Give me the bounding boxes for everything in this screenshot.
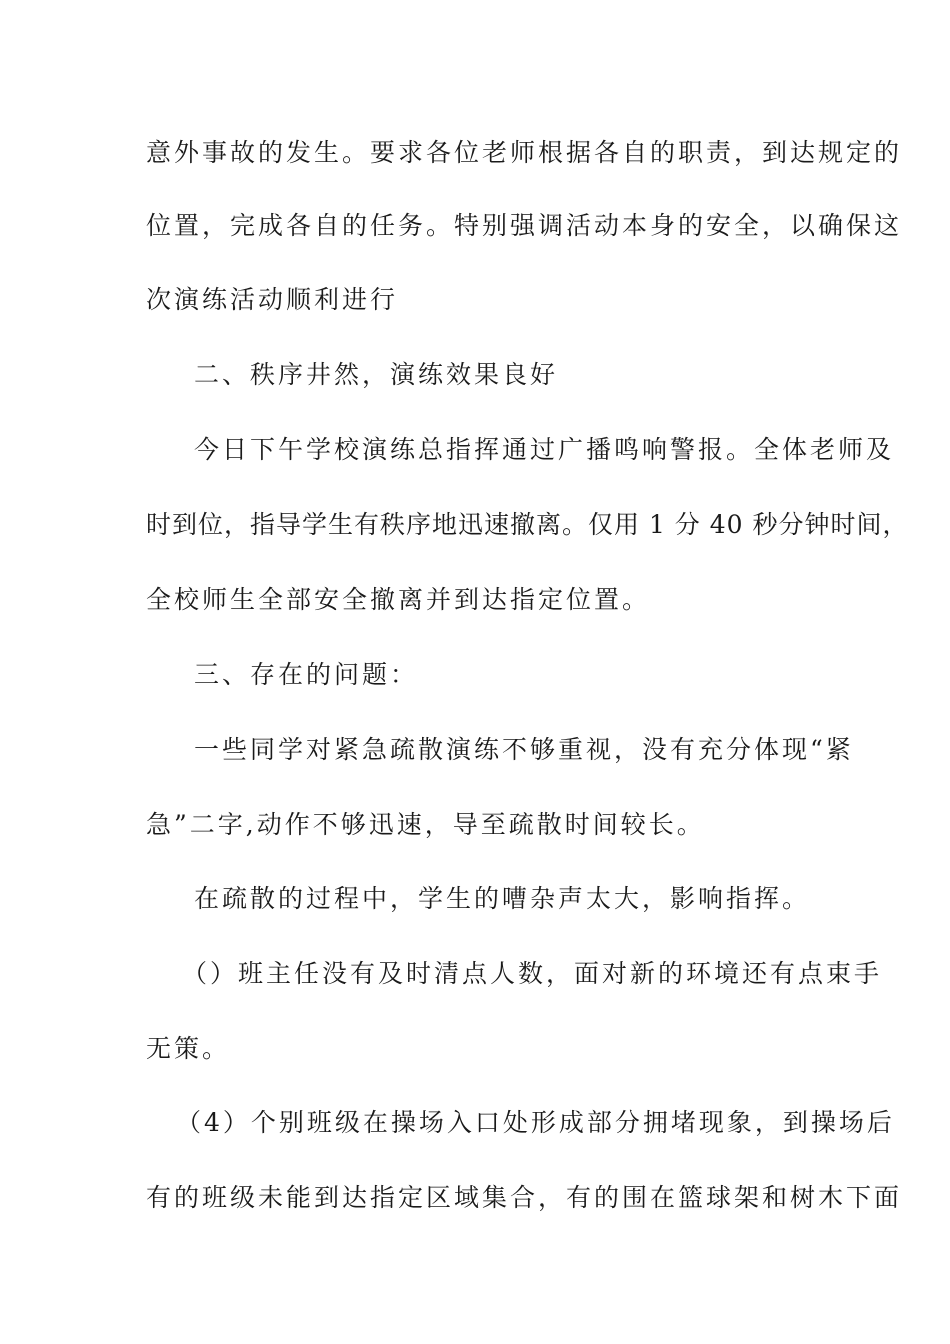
section-heading: 二、秩序井然，演练效果良好 [194, 360, 559, 389]
text-line: （）班主任没有及时清点人数，面对新的环境还有点束手 [182, 959, 883, 988]
text-line: 今日下午学校演练总指挥通过广播鸣响警报。全体老师及 [194, 435, 895, 464]
text-line: （4）个别班级在操场入口处形成部分拥堵现象，到操场后 [176, 1108, 895, 1137]
text-line: 一些同学对紧急疏散演练不够重视，没有充分体现“紧 [194, 735, 854, 764]
text-line: 全校师生全部安全撤离并到达指定位置。 [146, 585, 651, 614]
text-line: 时到位，指导学生有秩序地迅速撤离。仅用 1 分 40 秒分钟时间， [146, 510, 909, 539]
text-line: 意外事故的发生。要求各位老师根据各自的职责，到达规定的 [146, 138, 903, 167]
text-line: 急”二字,动作不够迅速，导至疏散时间较长。 [146, 810, 705, 839]
text-line: 位置，完成各自的任务。特别强调活动本身的安全，以确保这 [146, 211, 903, 240]
section-heading: 三、存在的问题： [194, 660, 419, 689]
text-line: 有的班级未能到达指定区域集合，有的围在篮球架和树木下面 [146, 1183, 903, 1212]
text-line: 在疏散的过程中，学生的嘈杂声太大，影响指挥。 [194, 884, 811, 913]
text-line: 次演练活动顺利进行 [146, 285, 399, 314]
text-line: 无策。 [146, 1034, 231, 1063]
